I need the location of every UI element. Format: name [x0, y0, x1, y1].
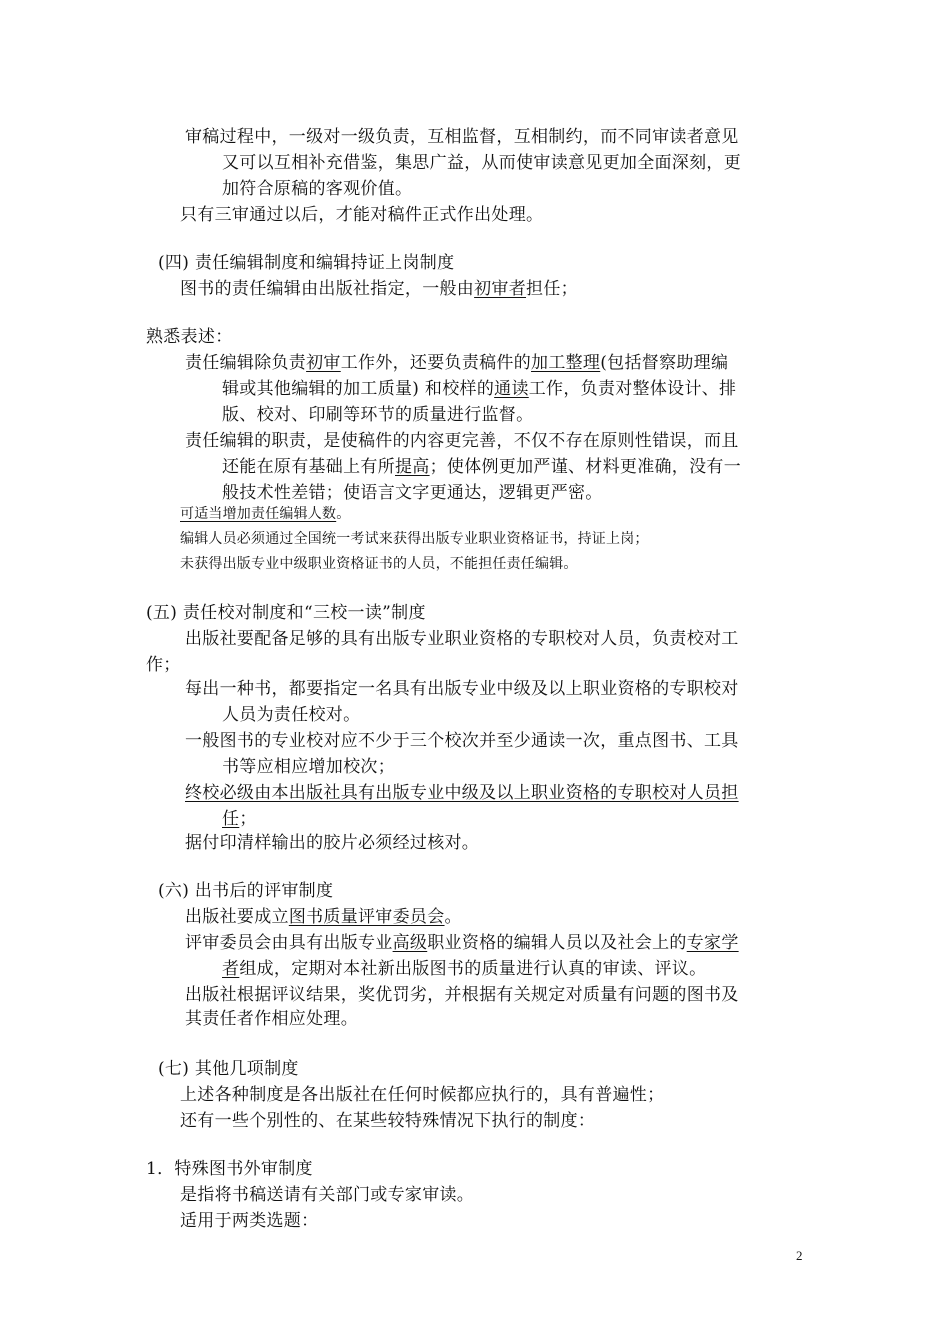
text-line: 出版社要成立图书质量评审委员会。	[185, 907, 462, 927]
text-line: 只有三审通过以后，才能对稿件正式作出处理。	[180, 205, 544, 225]
text-line: 版、校对、印刷等环节的质量进行监督。	[222, 405, 534, 425]
section-heading: (六) 出书后的评审制度	[158, 881, 334, 901]
text-line: 上述各种制度是各出版社在任何时候都应执行的，具有普遍性；	[180, 1085, 665, 1105]
text-line: 编辑人员必须通过全国统一考试来获得出版专业职业资格证书，持证上岗；	[180, 531, 649, 547]
text-line: 适用于两类选题：	[180, 1211, 319, 1231]
text-line: 出版社要配备足够的具有出版专业职业资格的专职校对人员，负责校对工	[185, 629, 739, 649]
text-line: 责任编辑除负责初审工作外，还要负责稿件的加工整理(包括督察助理编	[185, 353, 729, 373]
text-line: 任；	[222, 809, 257, 829]
section-heading: (七) 其他几项制度	[158, 1059, 299, 1079]
text-line: 审稿过程中，一级对一级负责，互相监督，互相制约，而不同审读者意见	[185, 127, 739, 147]
text-line: 每出一种书，都要指定一名具有出版专业中级及以上职业资格的专职校对	[185, 679, 739, 699]
text-line: 还有一些个别性的、在某些较特殊情况下执行的制度：	[180, 1111, 596, 1131]
text-line: 书等应相应增加校次；	[222, 757, 395, 777]
text-line: 责任编辑的职责，是使稿件的内容更完善，不仅不存在原则性错误，而且	[185, 431, 739, 451]
text-line: 又可以互相补充借鉴，集思广益，从而使审读意见更加全面深刻，更	[222, 153, 741, 173]
text-line: 未获得出版专业中级职业资格证书的人员，不能担任责任编辑。	[180, 556, 578, 572]
text-line: 辑或其他编辑的加工质量) 和校样的通读工作，负责对整体设计、排	[222, 379, 737, 399]
section-heading: (四) 责任编辑制度和编辑持证上岗制度	[158, 253, 455, 273]
text-line: 出版社根据评议结果，奖优罚劣，并根据有关规定对质量有问题的图书及	[185, 985, 739, 1005]
text-line: 一般图书的专业校对应不少于三个校次并至少通读一次，重点图书、工具	[185, 731, 739, 751]
text-line: 还能在原有基础上有所提高；使体例更加严谨、材料更准确，没有一	[222, 457, 742, 477]
text-line: 般技术性差错；使语言文字更通达，逻辑更严密。	[222, 483, 603, 503]
text-line: 作；	[146, 655, 181, 675]
text-line: 加符合原稿的客观价值。	[222, 179, 413, 199]
section-heading: 1．特殊图书外审制度	[146, 1159, 313, 1179]
text-line: 据付印清样输出的胶片必须经过核对。	[185, 833, 480, 853]
text-line: 人员为责任校对。	[222, 705, 361, 725]
section-heading: (五) 责任校对制度和“三校一读”制度	[146, 603, 426, 623]
text-line: 终校必级由本出版社具有出版专业中级及以上职业资格的专职校对人员担	[185, 783, 739, 803]
text-line: 是指将书稿送请有关部门或专家审读。	[180, 1185, 475, 1205]
text-line: 图书的责任编辑由出版社指定，一般由初审者担任；	[180, 279, 578, 299]
text-line: 评审委员会由具有出版专业高级职业资格的编辑人员以及社会上的专家学	[185, 933, 739, 953]
text-line: 其责任者作相应处理。	[185, 1009, 358, 1029]
text-line: 者组成，定期对本社新出版图书的质量进行认真的审读、评议。	[222, 959, 707, 979]
text-line: 可适当增加责任编辑人数。	[180, 506, 351, 522]
text-line: 熟悉表述：	[146, 327, 233, 347]
page-number: 2	[796, 1248, 803, 1263]
